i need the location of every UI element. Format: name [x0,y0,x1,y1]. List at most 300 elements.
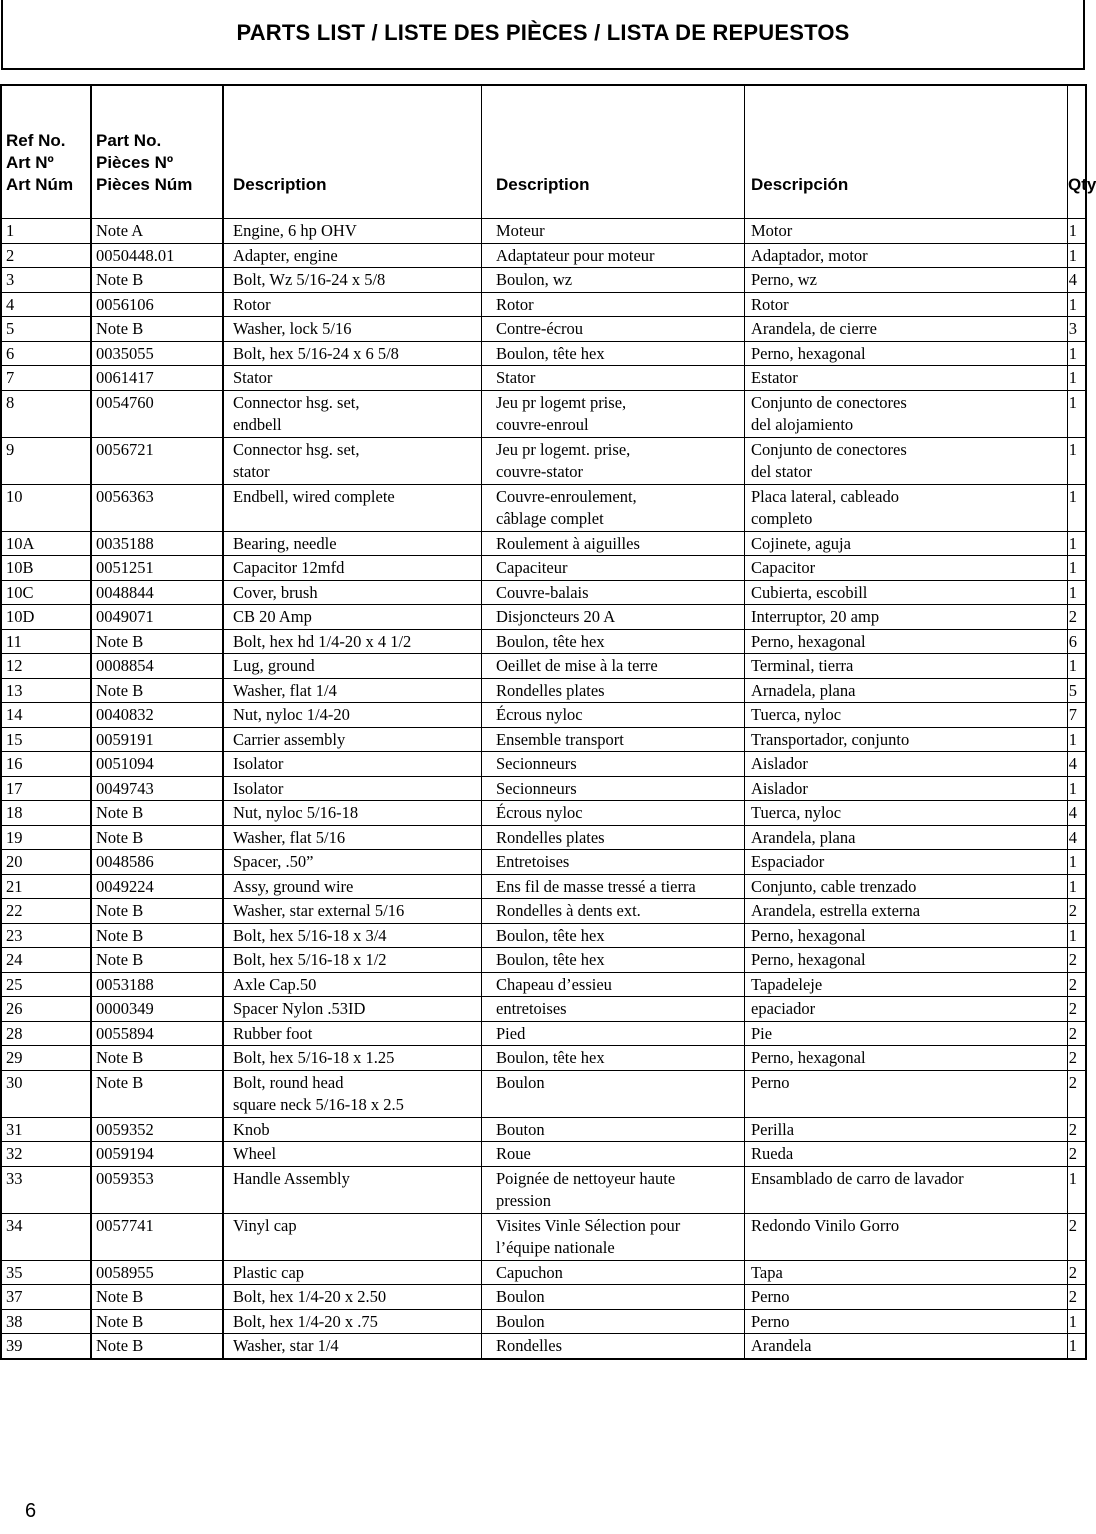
part-no-cell: Note B [91,948,223,973]
description-en-cell: Bolt, hex 5/16-18 x 1/2 [223,948,482,973]
qty-cell: 7 [1068,703,1087,728]
description-es-cell: Motor [745,219,1068,244]
ref-no-cell: 17 [1,776,91,801]
table-row [1,268,1086,293]
table-row [1,972,1086,997]
table-row [1,1046,1086,1071]
part-no-cell: 0061417 [91,366,223,391]
part-no-cell: 0058955 [91,1260,223,1285]
table-row [1,825,1086,850]
qty-cell: 1 [1068,850,1087,875]
part-no-cell: 0056106 [91,292,223,317]
header-desc-es: Descripción [745,85,1068,219]
description-en-cell: Spacer, .50” [223,850,482,875]
description-fr-cell: Disjoncteurs 20 A [482,605,745,630]
table-row [1,801,1086,826]
ref-no-cell: 23 [1,923,91,948]
description-fr-cell: Adaptateur pour moteur [482,243,745,268]
description-es-cell: Conjunto de conectores del alojamiento [745,390,1068,437]
description-en-cell: Washer, flat 5/16 [223,825,482,850]
description-en-cell: Spacer Nylon .53ID [223,997,482,1022]
description-en-cell: Rubber foot [223,1021,482,1046]
ref-no-cell: 21 [1,874,91,899]
qty-cell: 2 [1068,997,1087,1022]
description-en-cell: Bearing, needle [223,531,482,556]
part-no-cell: 0056363 [91,484,223,531]
part-no-cell: 0000349 [91,997,223,1022]
description-es-cell: Redondo Vinilo Gorro [745,1213,1068,1260]
table-row [1,556,1086,581]
ref-no-cell: 9 [1,437,91,484]
description-es-cell: Ensamblado de carro de lavador [745,1166,1068,1213]
table-row [1,948,1086,973]
qty-cell: 1 [1068,219,1087,244]
description-es-cell: Aislador [745,776,1068,801]
table-row [1,243,1086,268]
description-en-cell: Connector hsg. set, stator [223,437,482,484]
header-desc-fr: Description [482,85,745,219]
description-en-cell: Carrier assembly [223,727,482,752]
part-no-cell: 0050448.01 [91,243,223,268]
description-es-cell: Perilla [745,1117,1068,1142]
ref-no-cell: 24 [1,948,91,973]
description-es-cell: Capacitor [745,556,1068,581]
ref-no-cell: 38 [1,1309,91,1334]
description-en-cell: Bolt, hex 1/4-20 x .75 [223,1309,482,1334]
title-box [1,0,1085,70]
description-es-cell: Cubierta, escobill [745,580,1068,605]
description-es-cell: Aislador [745,752,1068,777]
table-row [1,654,1086,679]
qty-cell: 2 [1068,1070,1087,1117]
part-no-cell: Note B [91,1046,223,1071]
qty-cell: 2 [1068,972,1087,997]
ref-no-cell: 7 [1,366,91,391]
description-en-cell: Capacitor 12mfd [223,556,482,581]
description-en-cell: Vinyl cap [223,1213,482,1260]
qty-cell: 6 [1068,629,1087,654]
part-no-cell: Note B [91,1285,223,1310]
qty-cell: 1 [1068,1166,1087,1213]
qty-cell: 4 [1068,801,1087,826]
part-no-cell: 0049224 [91,874,223,899]
qty-cell: 1 [1068,654,1087,679]
qty-cell: 5 [1068,678,1087,703]
ref-no-cell: 20 [1,850,91,875]
table-row [1,219,1086,244]
description-en-cell: Axle Cap.50 [223,972,482,997]
part-no-cell: Note B [91,1070,223,1117]
table-row [1,1021,1086,1046]
description-fr-cell: Jeu pr logemt. prise, couvre-stator [482,437,745,484]
table-row [1,1213,1086,1260]
qty-cell: 4 [1068,268,1087,293]
description-es-cell: Conjunto de conectores del stator [745,437,1068,484]
qty-cell: 2 [1068,1046,1087,1071]
description-en-cell: Connector hsg. set, endbell [223,390,482,437]
part-no-cell: 0049071 [91,605,223,630]
description-en-cell: Adapter, engine [223,243,482,268]
part-no-cell: 0056721 [91,437,223,484]
description-es-cell: epaciador [745,997,1068,1022]
ref-no-cell: 5 [1,317,91,342]
header-ref-label: Ref No. Art Nº Art Núm [6,131,74,194]
table-row [1,1334,1086,1359]
part-no-cell: Note B [91,678,223,703]
table-row [1,1309,1086,1334]
description-es-cell: Perno [745,1285,1068,1310]
qty-cell: 1 [1068,390,1087,437]
qty-cell: 2 [1068,1117,1087,1142]
description-en-cell: Cover, brush [223,580,482,605]
description-fr-cell: entretoises [482,997,745,1022]
ref-no-cell: 10 [1,484,91,531]
qty-cell: 1 [1068,243,1087,268]
table-row [1,776,1086,801]
table-row [1,437,1086,484]
description-fr-cell: Roulement à aiguilles [482,531,745,556]
part-no-cell: 0035188 [91,531,223,556]
description-en-cell: Bolt, hex hd 1/4-20 x 4 1/2 [223,629,482,654]
table-row [1,629,1086,654]
part-no-cell: Note B [91,1309,223,1334]
description-es-cell: Arnadela, plana [745,678,1068,703]
description-es-cell: Perno, hexagonal [745,1046,1068,1071]
ref-no-cell: 29 [1,1046,91,1071]
description-es-cell: Rotor [745,292,1068,317]
description-fr-cell: Rondelles [482,1334,745,1359]
description-fr-cell: Boulon [482,1285,745,1310]
description-fr-cell: Chapeau d’essieu [482,972,745,997]
description-fr-cell: Entretoises [482,850,745,875]
description-fr-cell: Poignée de nettoyeur haute pression [482,1166,745,1213]
part-no-cell: 0054760 [91,390,223,437]
ref-no-cell: 39 [1,1334,91,1359]
description-fr-cell: Rotor [482,292,745,317]
table-row [1,484,1086,531]
description-en-cell: Engine, 6 hp OHV [223,219,482,244]
table-row [1,1117,1086,1142]
ref-no-cell: 32 [1,1142,91,1167]
description-en-cell: Bolt, hex 5/16-18 x 3/4 [223,923,482,948]
ref-no-cell: 30 [1,1070,91,1117]
part-no-cell: 0051251 [91,556,223,581]
description-es-cell: Conjunto, cable trenzado [745,874,1068,899]
part-no-cell: 0040832 [91,703,223,728]
table-row [1,923,1086,948]
qty-cell: 1 [1068,923,1087,948]
description-fr-cell: Contre-écrou [482,317,745,342]
ref-no-cell: 13 [1,678,91,703]
ref-no-cell: 10C [1,580,91,605]
table-row [1,531,1086,556]
description-fr-cell: Jeu pr logemt prise, couvre-enroul [482,390,745,437]
part-no-cell: 0048844 [91,580,223,605]
description-en-cell: Isolator [223,776,482,801]
part-no-cell: 0057741 [91,1213,223,1260]
description-en-cell: Bolt, round head square neck 5/16-18 x 2.5 [223,1070,482,1117]
description-en-cell: Nut, nyloc 1/4-20 [223,703,482,728]
qty-cell: 1 [1068,292,1087,317]
table-row [1,390,1086,437]
description-fr-cell: Ens fil de masse tressé a tierra [482,874,745,899]
header-qty: Qty [1068,85,1087,219]
ref-no-cell: 12 [1,654,91,679]
description-fr-cell: Rondelles plates [482,825,745,850]
description-es-cell: Estator [745,366,1068,391]
description-fr-cell: Boulon, tête hex [482,341,745,366]
ref-no-cell: 14 [1,703,91,728]
description-fr-cell: Visites Vinle Sélection pour l’équipe nationale [482,1213,745,1260]
description-es-cell: Terminal, tierra [745,654,1068,679]
ref-no-cell: 11 [1,629,91,654]
description-fr-cell: Pied [482,1021,745,1046]
table-row [1,1166,1086,1213]
ref-no-cell: 1 [1,219,91,244]
description-fr-cell: Oeillet de mise à la terre [482,654,745,679]
description-en-cell: Bolt, hex 1/4-20 x 2.50 [223,1285,482,1310]
description-es-cell: Adaptador, motor [745,243,1068,268]
description-es-cell: Rueda [745,1142,1068,1167]
qty-cell: 1 [1068,776,1087,801]
ref-no-cell: 35 [1,1260,91,1285]
description-es-cell: Perno [745,1309,1068,1334]
description-en-cell: Handle Assembly [223,1166,482,1213]
description-en-cell: Bolt, hex 5/16-18 x 1.25 [223,1046,482,1071]
header-ref [1,85,91,219]
description-en-cell: Bolt, Wz 5/16-24 x 5/8 [223,268,482,293]
table-row [1,899,1086,924]
description-es-cell: Arandela, plana [745,825,1068,850]
ref-no-cell: 18 [1,801,91,826]
ref-no-cell: 25 [1,972,91,997]
ref-no-cell: 10A [1,531,91,556]
table-row [1,678,1086,703]
qty-cell: 1 [1068,580,1087,605]
part-no-cell: Note B [91,801,223,826]
part-no-cell: 0051094 [91,752,223,777]
qty-cell: 2 [1068,605,1087,630]
table-row [1,727,1086,752]
table-row [1,752,1086,777]
description-en-cell: Stator [223,366,482,391]
description-fr-cell: Stator [482,366,745,391]
ref-no-cell: 22 [1,899,91,924]
ref-no-cell: 15 [1,727,91,752]
description-fr-cell: Capuchon [482,1260,745,1285]
description-en-cell: Washer, lock 5/16 [223,317,482,342]
description-fr-cell: Écrous nyloc [482,801,745,826]
description-fr-cell: Boulon [482,1070,745,1117]
ref-no-cell: 6 [1,341,91,366]
qty-cell: 2 [1068,1285,1087,1310]
description-fr-cell: Capaciteur [482,556,745,581]
description-fr-cell: Boulon [482,1309,745,1334]
description-es-cell: Perno, hexagonal [745,923,1068,948]
ref-no-cell: 33 [1,1166,91,1213]
description-fr-cell: Boulon, tête hex [482,629,745,654]
qty-cell: 3 [1068,317,1087,342]
description-en-cell: Rotor [223,292,482,317]
description-es-cell: Perno [745,1070,1068,1117]
description-fr-cell: Ensemble transport [482,727,745,752]
qty-cell: 1 [1068,484,1087,531]
description-es-cell: Arandela [745,1334,1068,1359]
description-es-cell: Tuerca, nyloc [745,801,1068,826]
description-fr-cell: Roue [482,1142,745,1167]
part-no-cell: 0008854 [91,654,223,679]
ref-no-cell: 19 [1,825,91,850]
description-fr-cell: Boulon, tête hex [482,948,745,973]
table-row [1,1070,1086,1117]
qty-cell: 2 [1068,1260,1087,1285]
description-en-cell: Isolator [223,752,482,777]
part-no-cell: Note A [91,219,223,244]
header-part-label: Part No. Pièces Nº Pièces Núm [96,131,193,194]
ref-no-cell: 4 [1,292,91,317]
table-row [1,292,1086,317]
parts-table [0,84,1096,1360]
description-en-cell: Nut, nyloc 5/16-18 [223,801,482,826]
part-no-cell: 0059352 [91,1117,223,1142]
header-part [91,85,223,219]
part-no-cell: 0053188 [91,972,223,997]
description-fr-cell: Boulon, wz [482,268,745,293]
table-row [1,874,1086,899]
table-row [1,580,1086,605]
qty-cell: 1 [1068,366,1087,391]
qty-cell: 1 [1068,874,1087,899]
description-fr-cell: Rondelles plates [482,678,745,703]
description-en-cell: Washer, star 1/4 [223,1334,482,1359]
description-en-cell: Endbell, wired complete [223,484,482,531]
part-no-cell: 0055894 [91,1021,223,1046]
table-row [1,366,1086,391]
description-fr-cell: Bouton [482,1117,745,1142]
table-row [1,317,1086,342]
table-row [1,997,1086,1022]
description-en-cell: Plastic cap [223,1260,482,1285]
table-row [1,703,1086,728]
ref-no-cell: 3 [1,268,91,293]
ref-no-cell: 10D [1,605,91,630]
qty-cell: 2 [1068,1213,1087,1260]
part-no-cell: Note B [91,899,223,924]
description-es-cell: Perno, hexagonal [745,629,1068,654]
qty-cell: 2 [1068,1021,1087,1046]
part-no-cell: Note B [91,317,223,342]
table-row [1,1260,1086,1285]
description-fr-cell: Couvre-enroulement, câblage complet [482,484,745,531]
table-row [1,850,1086,875]
description-es-cell: Arandela, de cierre [745,317,1068,342]
qty-cell: 2 [1068,899,1087,924]
ref-no-cell: 26 [1,997,91,1022]
description-es-cell: Espaciador [745,850,1068,875]
description-es-cell: Tapa [745,1260,1068,1285]
part-no-cell: 0048586 [91,850,223,875]
part-no-cell: 0059191 [91,727,223,752]
description-fr-cell: Moteur [482,219,745,244]
description-es-cell: Perno, hexagonal [745,948,1068,973]
description-fr-cell: Boulon, tête hex [482,1046,745,1071]
ref-no-cell: 16 [1,752,91,777]
header-desc-en: Description [223,85,482,219]
qty-cell: 1 [1068,556,1087,581]
part-no-cell: 0049743 [91,776,223,801]
description-es-cell: Perno, wz [745,268,1068,293]
qty-cell: 1 [1068,727,1087,752]
qty-cell: 1 [1068,1334,1087,1359]
table-row [1,1142,1086,1167]
header-row [1,85,1086,219]
description-es-cell: Interruptor, 20 amp [745,605,1068,630]
part-no-cell: 0035055 [91,341,223,366]
table-row [1,1285,1086,1310]
part-no-cell: Note B [91,825,223,850]
description-fr-cell: Couvre-balais [482,580,745,605]
part-no-cell: Note B [91,629,223,654]
ref-no-cell: 37 [1,1285,91,1310]
description-es-cell: Pie [745,1021,1068,1046]
ref-no-cell: 8 [1,390,91,437]
description-en-cell: Knob [223,1117,482,1142]
qty-cell: 1 [1068,531,1087,556]
description-es-cell: Tuerca, nyloc [745,703,1068,728]
part-no-cell: 0059194 [91,1142,223,1167]
qty-cell: 2 [1068,948,1087,973]
description-es-cell: Transportador, conjunto [745,727,1068,752]
description-en-cell: Lug, ground [223,654,482,679]
description-en-cell: Wheel [223,1142,482,1167]
description-es-cell: Tapadeleje [745,972,1068,997]
ref-no-cell: 31 [1,1117,91,1142]
qty-cell: 2 [1068,1142,1087,1167]
description-en-cell: Assy, ground wire [223,874,482,899]
description-fr-cell: Rondelles à dents ext. [482,899,745,924]
table-row [1,341,1086,366]
description-en-cell: CB 20 Amp [223,605,482,630]
description-fr-cell: Boulon, tête hex [482,923,745,948]
description-en-cell: Washer, flat 1/4 [223,678,482,703]
qty-cell: 1 [1068,437,1087,484]
ref-no-cell: 28 [1,1021,91,1046]
description-es-cell: Placa lateral, cableado completo [745,484,1068,531]
ref-no-cell: 10B [1,556,91,581]
parts-body [1,219,1086,1359]
description-es-cell: Arandela, estrella externa [745,899,1068,924]
ref-no-cell: 34 [1,1213,91,1260]
description-fr-cell: Secionneurs [482,776,745,801]
part-no-cell: Note B [91,268,223,293]
description-fr-cell: Écrous nyloc [482,703,745,728]
qty-cell: 4 [1068,752,1087,777]
part-no-cell: 0059353 [91,1166,223,1213]
ref-no-cell: 2 [1,243,91,268]
page-title: PARTS LIST / LISTE DES PIÈCES / LISTA DE REPUESTOS [236,20,850,45]
qty-cell: 1 [1068,1309,1087,1334]
page-number: 6 [25,1500,37,1522]
part-no-cell: Note B [91,1334,223,1359]
qty-cell: 4 [1068,825,1087,850]
description-fr-cell: Secionneurs [482,752,745,777]
description-en-cell: Bolt, hex 5/16-24 x 6 5/8 [223,341,482,366]
qty-cell: 1 [1068,341,1087,366]
part-no-cell: Note B [91,923,223,948]
table-row [1,605,1086,630]
description-es-cell: Perno, hexagonal [745,341,1068,366]
description-en-cell: Washer, star external 5/16 [223,899,482,924]
